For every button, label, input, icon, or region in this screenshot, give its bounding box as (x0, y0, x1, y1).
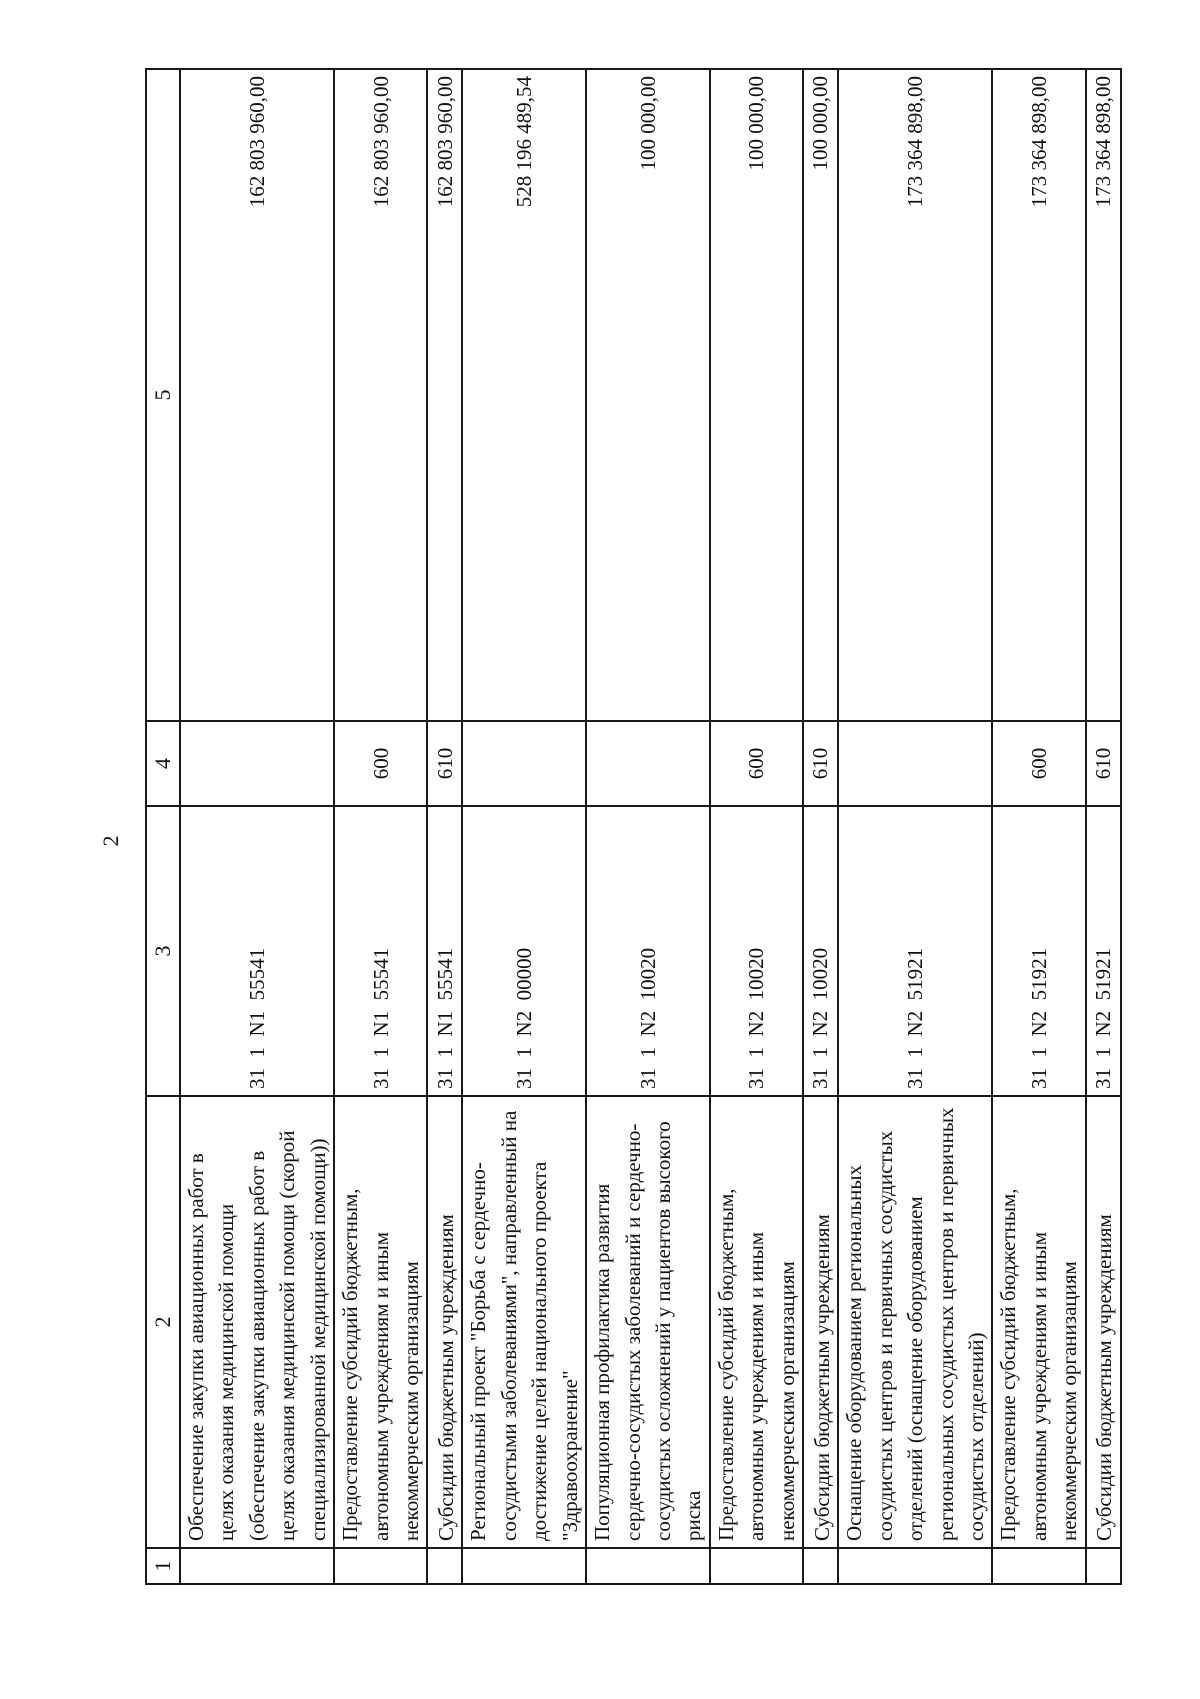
table-header-row (146, 69, 180, 1584)
row-description-cell: Оснащение оборудованием региональных сосудистых центров и первичных сосудистых отделений (оснащение оборудованием региональных сосудистых центров и первичных сосудистых отделений) (838, 1096, 992, 1548)
row-amount-cell: 528 196 489,54 (462, 69, 586, 721)
table-row (427, 69, 462, 1584)
row-type-cell (586, 721, 710, 806)
row-number-cell (992, 1548, 1085, 1584)
row-amount-cell: 162 803 960,00 (334, 69, 427, 721)
row-amount-cell: 162 803 960,00 (180, 69, 334, 721)
budget-table-body (146, 69, 1121, 1584)
row-description-cell: Предоставление субсидий бюджетным, автономным учреждениям и иным некоммерческим организациям (992, 1096, 1085, 1548)
column-header: 5 (146, 69, 180, 721)
row-amount-cell: 100 000,00 (710, 69, 803, 721)
row-number-cell (710, 1548, 803, 1584)
row-number-cell (838, 1548, 992, 1584)
row-description-cell: Субсидии бюджетным учреждениям (427, 1096, 462, 1548)
row-amount-cell: 173 364 898,00 (992, 69, 1085, 721)
page-number: 2 (98, 835, 123, 847)
table-row (803, 69, 838, 1584)
row-description-cell: Субсидии бюджетным учреждениям (1086, 1096, 1121, 1548)
row-amount-cell: 100 000,00 (803, 69, 838, 721)
row-code-cell: 31 1 N2 51921 (992, 806, 1085, 1096)
row-description-cell: Субсидии бюджетным учреждениям (803, 1096, 838, 1548)
row-code-cell: 31 1 N2 10020 (586, 806, 710, 1096)
row-amount-cell: 173 364 898,00 (838, 69, 992, 721)
row-type-cell: 600 (710, 721, 803, 806)
row-type-cell: 610 (1086, 721, 1121, 806)
column-header: 4 (146, 721, 180, 806)
row-code-cell: 31 1 N1 55541 (180, 806, 334, 1096)
row-type-cell: 610 (803, 721, 838, 806)
row-code-cell: 31 1 N2 10020 (710, 806, 803, 1096)
row-type-cell (462, 721, 586, 806)
table-row (180, 69, 334, 1584)
row-type-cell: 600 (992, 721, 1085, 806)
row-type-cell (838, 721, 992, 806)
row-code-cell: 31 1 N2 51921 (838, 806, 992, 1096)
row-number-cell (427, 1548, 462, 1584)
table-row (710, 69, 803, 1584)
table-row (838, 69, 992, 1584)
row-description-cell: Предоставление субсидий бюджетным, автономным учреждениям и иным некоммерческим организациям (334, 1096, 427, 1548)
row-code-cell: 31 1 N1 55541 (334, 806, 427, 1096)
table-row (462, 69, 586, 1584)
table-row (586, 69, 710, 1584)
row-code-cell: 31 1 N2 10020 (803, 806, 838, 1096)
row-amount-cell: 100 000,00 (586, 69, 710, 721)
table-row (1086, 69, 1121, 1584)
row-amount-cell: 162 803 960,00 (427, 69, 462, 721)
row-type-cell: 600 (334, 721, 427, 806)
row-number-cell (180, 1548, 334, 1584)
row-number-cell (803, 1548, 838, 1584)
row-number-cell (1086, 1548, 1121, 1584)
row-description-cell: Обеспечение закупки авиационных работ в целях оказания медицинской помощи (обеспечение закупки авиационных работ в целях оказания медицинской помощи (скорой специализированной медицинской помощи)) (180, 1096, 334, 1548)
row-number-cell (334, 1548, 427, 1584)
row-type-cell: 610 (427, 721, 462, 806)
column-header: 3 (146, 806, 180, 1096)
table-row (992, 69, 1085, 1584)
row-description-cell: Предоставление субсидий бюджетным, автономным учреждениям и иным некоммерческим организациям (710, 1096, 803, 1548)
row-amount-cell: 173 364 898,00 (1086, 69, 1121, 721)
row-code-cell: 31 1 N2 00000 (462, 806, 586, 1096)
row-type-cell (180, 721, 334, 806)
row-code-cell: 31 1 N2 51921 (1086, 806, 1121, 1096)
column-header: 1 (146, 1548, 180, 1584)
budget-table (145, 68, 1122, 1585)
row-description-cell: Региональный проект "Борьба с сердечно-сосудистыми заболеваниями", направленный на достижение целей национального проекта "Здравоохранение" (462, 1096, 586, 1548)
rotated-table-container (145, 70, 1117, 1585)
row-description-cell: Популяционная профилактика развития сердечно-сосудистых заболеваний и сердечно-сосудистых осложнений у пациентов высокого риска (586, 1096, 710, 1548)
row-number-cell (462, 1548, 586, 1584)
column-header: 2 (146, 1096, 180, 1548)
table-row (334, 69, 427, 1584)
row-number-cell (586, 1548, 710, 1584)
row-code-cell: 31 1 N1 55541 (427, 806, 462, 1096)
